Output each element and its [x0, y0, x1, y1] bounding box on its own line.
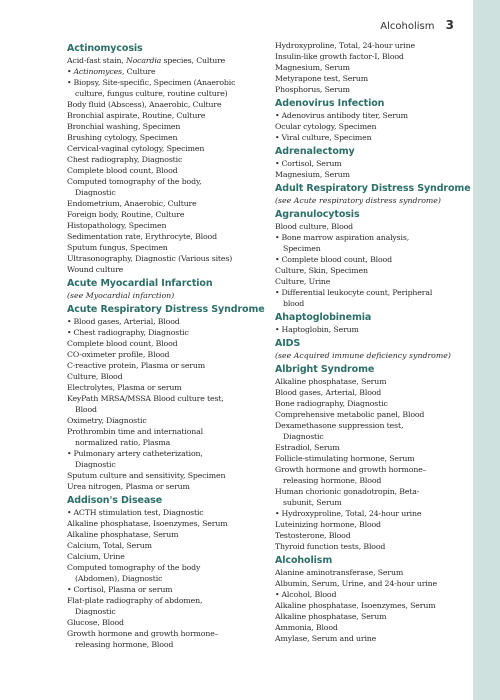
- test-entry: [67, 426, 267, 448]
- entry-text: Bone radiography, Diagnostic: [275, 399, 388, 408]
- test-entry: [275, 221, 475, 232]
- key-test-entry: [67, 507, 267, 518]
- section-heading: Actinomycosis: [67, 43, 143, 54]
- test-entry: [275, 169, 475, 180]
- entry-text: Bronchial aspirate, Routine, Culture: [67, 111, 206, 120]
- test-entry: [67, 540, 267, 551]
- entry-text: Cervical-vaginal cytology, Specimen: [67, 144, 205, 153]
- test-entry: [67, 595, 267, 617]
- key-test-entry: [67, 584, 267, 595]
- entry-text: Thyroid function tests, Blood: [275, 542, 386, 551]
- entry-text: Ammonia, Blood: [275, 623, 338, 632]
- key-test-entry: [275, 158, 475, 169]
- entry-text: Growth hormone and growth hormone–: [275, 465, 427, 474]
- entry-text: Magnesium, Serum: [275, 63, 350, 72]
- entry-continuation: Diagnostic: [75, 607, 116, 616]
- index-section: [275, 208, 475, 309]
- index-section: [275, 363, 475, 552]
- test-entry: [67, 562, 267, 584]
- test-entry: [275, 265, 475, 276]
- section-heading: Acute Respiratory Distress Syndrome: [67, 304, 265, 315]
- entry-text: Acid-fast stain, Nocardia species, Culture: [67, 56, 226, 65]
- test-entry: [275, 519, 475, 530]
- test-entry: [275, 73, 475, 84]
- test-entry: [67, 415, 267, 426]
- test-entry: [275, 600, 475, 611]
- test-entry: [67, 198, 267, 209]
- entry-text: Blood gases, Arterial, Blood: [73, 317, 180, 326]
- entry-continuation: Specimen: [283, 244, 321, 253]
- section-heading: Addison's Disease: [67, 495, 163, 506]
- test-entry: [67, 393, 267, 415]
- test-entry: [275, 51, 475, 62]
- entry-continuation: Diagnostic: [75, 188, 116, 197]
- entry-text: Luteinizing hormone, Blood: [275, 520, 381, 529]
- test-entry: [67, 481, 267, 492]
- test-entry: [67, 360, 267, 371]
- test-entry: [275, 40, 475, 51]
- entry-continuation: Blood: [75, 405, 97, 414]
- section-heading: Adenovirus Infection: [275, 98, 385, 109]
- entry-text: Haptoglobin, Serum: [281, 325, 359, 334]
- see-reference: (see Myocardial infarction): [67, 291, 175, 300]
- test-entry: [67, 242, 267, 253]
- test-entry: [275, 121, 475, 132]
- entry-text: Viral culture, Specimen: [281, 133, 372, 142]
- entry-continuation: releasing hormone, Blood: [75, 640, 174, 649]
- test-entry: [67, 143, 267, 154]
- test-entry: [275, 62, 475, 73]
- entry-continuation: blood: [283, 299, 305, 308]
- section-heading: Agranulocytosis: [275, 209, 360, 220]
- test-entry: [275, 567, 475, 578]
- entry-text: Calcium, Total, Serum: [67, 541, 152, 550]
- entry-text: Complete blood count, Blood: [67, 339, 178, 348]
- entry-text: Ocular cytology, Specimen: [275, 122, 377, 131]
- test-entry: [275, 464, 475, 486]
- entry-text: Amylase, Serum and urine: [275, 634, 377, 643]
- page-number: 3: [445, 18, 454, 32]
- left-column: [67, 40, 267, 650]
- entry-text: ACTH stimulation test, Diagnostic: [73, 508, 204, 517]
- key-test-entry: [275, 110, 475, 121]
- entry-text: Magnesium, Serum: [275, 170, 350, 179]
- right-column: [275, 40, 475, 644]
- entry-text: Alkaline phosphatase, Isoenzymes, Serum: [275, 601, 436, 610]
- entry-text: Alkaline phosphatase, Serum: [275, 377, 387, 386]
- section-heading: Adrenalectomy: [275, 146, 355, 157]
- entry-text: Alkaline phosphatase, Isoenzymes, Serum: [67, 519, 228, 528]
- entry-text: Computed tomography of the body,: [67, 177, 202, 186]
- test-entry: [275, 530, 475, 541]
- index-section: [67, 494, 267, 650]
- test-entry: [67, 165, 267, 176]
- test-entry: [275, 486, 475, 508]
- index-section: [275, 145, 475, 180]
- entry-continuation: Diagnostic: [75, 460, 116, 469]
- index-section: [67, 277, 267, 301]
- entry-text: Oximetry, Diagnostic: [67, 416, 147, 425]
- test-entry: [67, 470, 267, 481]
- index-section: [275, 40, 475, 95]
- test-entry: [275, 398, 475, 409]
- test-entry: [67, 99, 267, 110]
- running-title: Alcoholism: [380, 21, 435, 32]
- entry-text: Adenovirus antibody titer, Serum: [281, 111, 408, 120]
- entry-text: Complete blood count, Blood: [67, 166, 178, 175]
- section-heading: AIDS: [275, 338, 301, 349]
- test-entry: [67, 253, 267, 264]
- test-entry: [275, 420, 475, 442]
- test-entry: [67, 349, 267, 360]
- entry-text: Foreign body, Routine, Culture: [67, 210, 185, 219]
- entry-text: Electrolytes, Plasma or serum: [67, 383, 182, 392]
- entry-text: Culture, Urine: [275, 277, 331, 286]
- test-entry: [275, 276, 475, 287]
- entry-text: Wound culture: [67, 265, 124, 274]
- key-test-entry: [67, 327, 267, 338]
- test-entry: [67, 154, 267, 165]
- organism-name: Nocardia: [125, 56, 162, 65]
- test-entry: [67, 371, 267, 382]
- key-test-entry: [275, 254, 475, 265]
- entry-continuation: subunit, Serum: [283, 498, 342, 507]
- entry-text: Estradiol, Serum: [275, 443, 340, 452]
- key-test-entry: [67, 316, 267, 327]
- key-test-entry: [67, 77, 267, 99]
- entry-text: Phosphorus, Serum: [275, 85, 350, 94]
- entry-text: KeyPath MRSA/MSSA Blood culture test,: [67, 394, 224, 403]
- test-entry: [67, 382, 267, 393]
- test-entry: [67, 220, 267, 231]
- key-test-entry: [275, 132, 475, 143]
- entry-text: Cortisol, Serum: [281, 159, 342, 168]
- test-entry: [275, 541, 475, 552]
- index-section: [275, 182, 475, 206]
- test-entry: [67, 628, 267, 650]
- test-entry: [67, 176, 267, 198]
- test-entry: [275, 622, 475, 633]
- entry-text: Biopsy, Site-specific, Specimen (Anaerobic: [73, 78, 236, 87]
- entry-text: Glucose, Blood: [67, 618, 124, 627]
- test-entry: [275, 387, 475, 398]
- entry-text: Bronchial washing, Specimen: [67, 122, 181, 131]
- key-test-entry: [275, 589, 475, 600]
- entry-text: Culture, Blood: [67, 372, 123, 381]
- test-entry: [67, 121, 267, 132]
- entry-text: Ultrasonography, Diagnostic (Various sites): [67, 254, 233, 263]
- test-entry: [275, 442, 475, 453]
- test-entry: [67, 264, 267, 275]
- entry-text: Pulmonary artery catheterization,: [73, 449, 203, 458]
- entry-continuation: Diagnostic: [283, 432, 324, 441]
- index-section: [275, 337, 475, 361]
- entry-text: Human chorionic gonadotropin, Beta-: [275, 487, 420, 496]
- entry-text: Testosterone, Blood: [275, 531, 351, 540]
- index-section: [67, 303, 267, 492]
- thumb-index-tab: [473, 0, 500, 700]
- entry-text: Cortisol, Plasma or serum: [73, 585, 173, 594]
- entry-text: Alcohol, Blood: [281, 590, 337, 599]
- test-entry: [67, 110, 267, 121]
- key-test-entry: [67, 448, 267, 470]
- entry-text: Dexamethasone suppression test,: [275, 421, 404, 430]
- key-test-entry: [275, 232, 475, 254]
- section-heading: Ahaptoglobinemia: [275, 312, 372, 323]
- entry-text: Comprehensive metabolic panel, Blood: [275, 410, 425, 419]
- entry-continuation: normalized ratio, Plasma: [75, 438, 171, 447]
- test-entry: [67, 55, 267, 66]
- entry-text: Metyrapone test, Serum: [275, 74, 368, 83]
- entry-text: Alkaline phosphatase, Serum: [67, 530, 179, 539]
- key-test-entry: [275, 287, 475, 309]
- index-section: [67, 42, 267, 275]
- index-section: [275, 97, 475, 143]
- section-heading: Adult Respiratory Distress Syndrome: [275, 183, 471, 194]
- entry-text: Body fluid (Abscess), Anaerobic, Culture: [67, 100, 222, 109]
- entry-text: Hydroxyproline, Total, 24-hour urine: [275, 41, 415, 50]
- test-entry: [67, 231, 267, 242]
- organism-name: Actinomyces: [73, 67, 122, 76]
- entry-text: Blood culture, Blood: [275, 222, 354, 231]
- entry-text: Flat-plate radiography of abdomen,: [67, 596, 203, 605]
- test-entry: [275, 611, 475, 622]
- entry-text: Blood gases, Arterial, Blood: [275, 388, 382, 397]
- test-entry: [67, 132, 267, 143]
- entry-text: Sedimentation rate, Erythrocyte, Blood: [67, 232, 217, 241]
- test-entry: [275, 578, 475, 589]
- entry-continuation: culture, fungus culture, routine culture): [75, 89, 228, 98]
- section-heading: Acute Myocardial Infarction: [67, 278, 213, 289]
- test-entry: [67, 518, 267, 529]
- index-section: [275, 311, 475, 335]
- section-heading: Alcoholism: [275, 555, 333, 566]
- section-heading: Albright Syndrome: [275, 364, 375, 375]
- test-entry: [67, 551, 267, 562]
- entry-text: Follicle-stimulating hormone, Serum: [275, 454, 415, 463]
- entry-text: Complete blood count, Blood: [281, 255, 392, 264]
- entry-continuation: releasing hormone, Blood: [283, 476, 382, 485]
- entry-text: CO-oximeter profile, Blood: [67, 350, 170, 359]
- test-entry: [275, 409, 475, 420]
- test-entry: [67, 338, 267, 349]
- entry-text: Alanine aminotransferase, Serum: [275, 568, 404, 577]
- test-entry: [275, 376, 475, 387]
- entry-text: Urea nitrogen, Plasma or serum: [67, 482, 190, 491]
- index-section: [275, 554, 475, 644]
- entry-text: Culture, Skin, Specimen: [275, 266, 368, 275]
- see-reference: (see Acute respiratory distress syndrome): [275, 196, 441, 205]
- test-entry: [275, 453, 475, 464]
- test-entry: [67, 617, 267, 628]
- entry-text: Alkaline phosphatase, Serum: [275, 612, 387, 621]
- entry-text: Endometrium, Anaerobic, Culture: [67, 199, 197, 208]
- entry-text: Differential leukocyte count, Peripheral: [281, 288, 433, 297]
- see-reference: (see Acquired immune deficiency syndrome): [275, 351, 451, 360]
- entry-text: Sputum fungus, Specimen: [67, 243, 168, 252]
- entry-text: Insulin-like growth factor-I, Blood: [275, 52, 404, 61]
- entry-text: Bone marrow aspiration analysis,: [281, 233, 410, 242]
- entry-text: Chest radiography, Diagnostic: [67, 155, 183, 164]
- running-header: [380, 18, 454, 32]
- key-test-entry: [275, 508, 475, 519]
- entry-text: C-reactive protein, Plasma or serum: [67, 361, 206, 370]
- test-entry: [67, 529, 267, 540]
- entry-text: Actinomyces, Culture: [73, 67, 156, 76]
- entry-text: Prothrombin time and international: [67, 427, 203, 436]
- entry-text: Histopathology, Specimen: [67, 221, 167, 230]
- entry-text: Albumin, Serum, Urine, and 24-hour urine: [275, 579, 437, 588]
- entry-text: Brushing cytology, Specimen: [67, 133, 178, 142]
- entry-text: Chest radiography, Diagnostic: [73, 328, 189, 337]
- entry-continuation: (Abdomen), Diagnostic: [75, 574, 163, 583]
- test-entry: [275, 633, 475, 644]
- key-test-entry: [275, 324, 475, 335]
- key-test-entry: [67, 66, 267, 77]
- test-entry: [67, 209, 267, 220]
- test-entry: [275, 84, 475, 95]
- entry-text: Sputum culture and sensitivity, Specimen: [67, 471, 226, 480]
- entry-text: Hydroxyproline, Total, 24-hour urine: [281, 509, 422, 518]
- entry-text: Growth hormone and growth hormone–: [67, 629, 219, 638]
- entry-text: Computed tomography of the body: [67, 563, 201, 572]
- entry-text: Calcium, Urine: [67, 552, 125, 561]
